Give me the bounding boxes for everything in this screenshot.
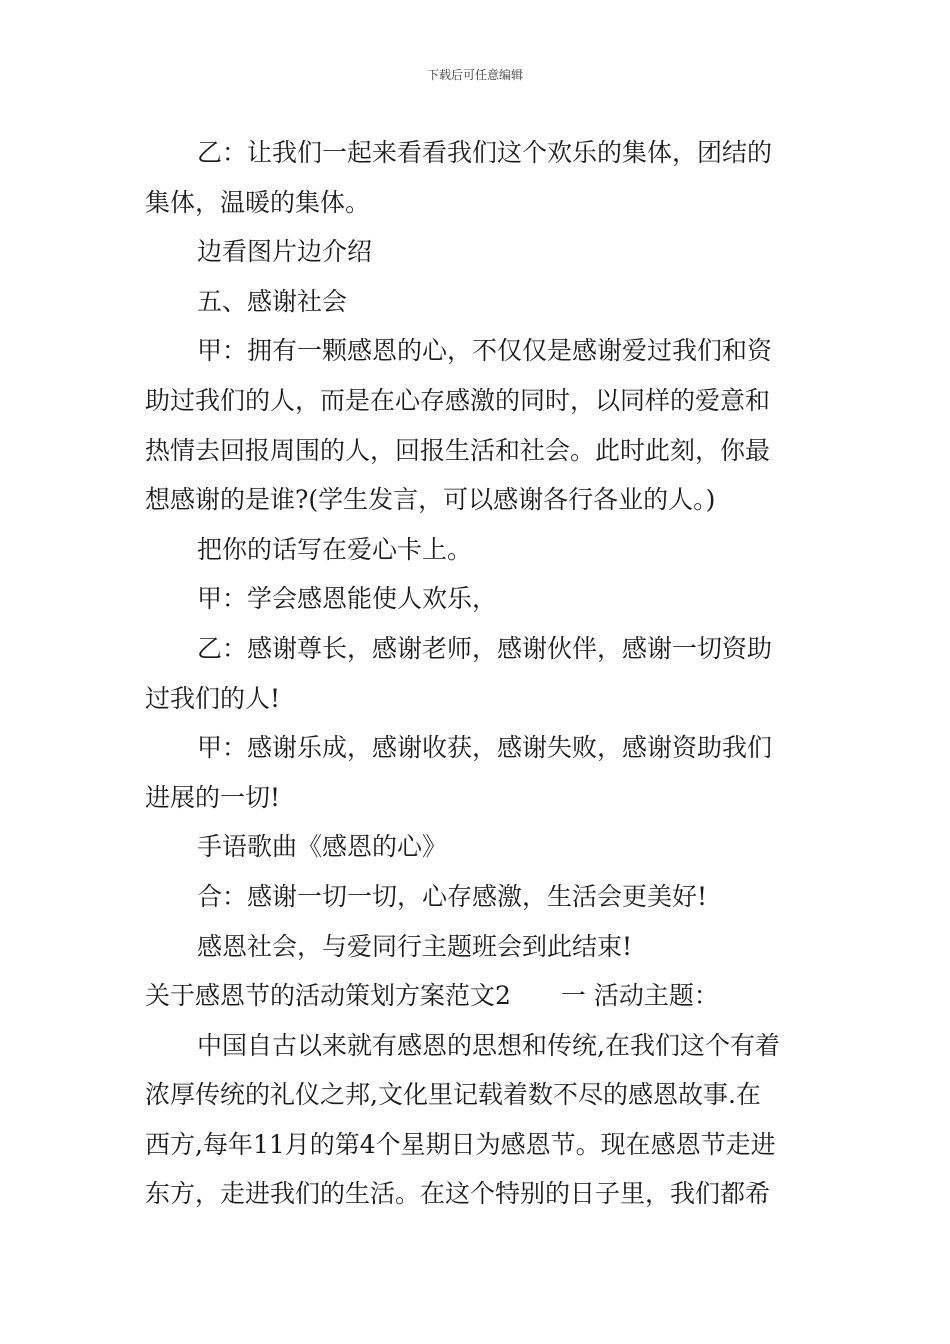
text-line: 甲：感谢乐成，感谢收获，感谢失败，感谢资助我们 xyxy=(197,733,773,763)
text-line: 东方，走进我们的生活。在这个特别的日子里，我们都希 xyxy=(145,1179,771,1209)
text-line: 乙：感谢尊长，感谢老师，感谢伙伴，感谢一切资助 xyxy=(197,633,773,663)
text-line: 合：感谢一切一切，心存感激，生活会更美好! xyxy=(197,881,708,911)
document-body xyxy=(145,128,807,1219)
text-line: 浓厚传统的礼仪之邦,文化里记载着数不尽的感恩故事.在 xyxy=(145,1080,761,1110)
text-line: 想感谢的是谁?(学生发言，可以感谢各行各业的人。) xyxy=(145,485,716,515)
text-line: 甲：拥有一颗感恩的心，不仅仅是感谢爱过我们和资 xyxy=(197,336,773,366)
section-heading: 五、感谢社会 xyxy=(197,286,348,316)
text-line: 手语歌曲《感恩的心》 xyxy=(197,832,448,862)
text-line: 进展的一切! xyxy=(145,782,281,812)
text-line: 乙：让我们一起来看看我们这个欢乐的集体，团结的 xyxy=(197,138,773,167)
text-line: 感恩社会，与爱同行主题班会到此结束! xyxy=(197,931,633,961)
text-line: 过我们的人! xyxy=(145,683,281,713)
text-line: 甲：学会感恩能使人欢乐， xyxy=(197,584,498,614)
page-header: 下载后可任意编辑 xyxy=(426,68,523,82)
text-line: 热情去回报周围的人，回报生活和社会。此时此刻，你最 xyxy=(145,435,771,465)
text-line: 集体，温暖的集体。 xyxy=(145,187,371,217)
text-line: 把你的话写在爱心卡上。 xyxy=(197,534,473,564)
text-line: 助过我们的人，而是在心存感激的同时，以同样的爱意和 xyxy=(145,385,771,415)
text-line: 中国自古以来就有感恩的思想和传统,在我们这个有着 xyxy=(197,1030,780,1060)
text-line: 边看图片边介绍 xyxy=(197,237,373,267)
article-title: 关于感恩节的活动策划方案范文2 一 活动主题： xyxy=(145,981,719,1011)
text-line: 西方,每年11月的第4个星期日为感恩节。现在感恩节走进 xyxy=(145,1129,776,1159)
